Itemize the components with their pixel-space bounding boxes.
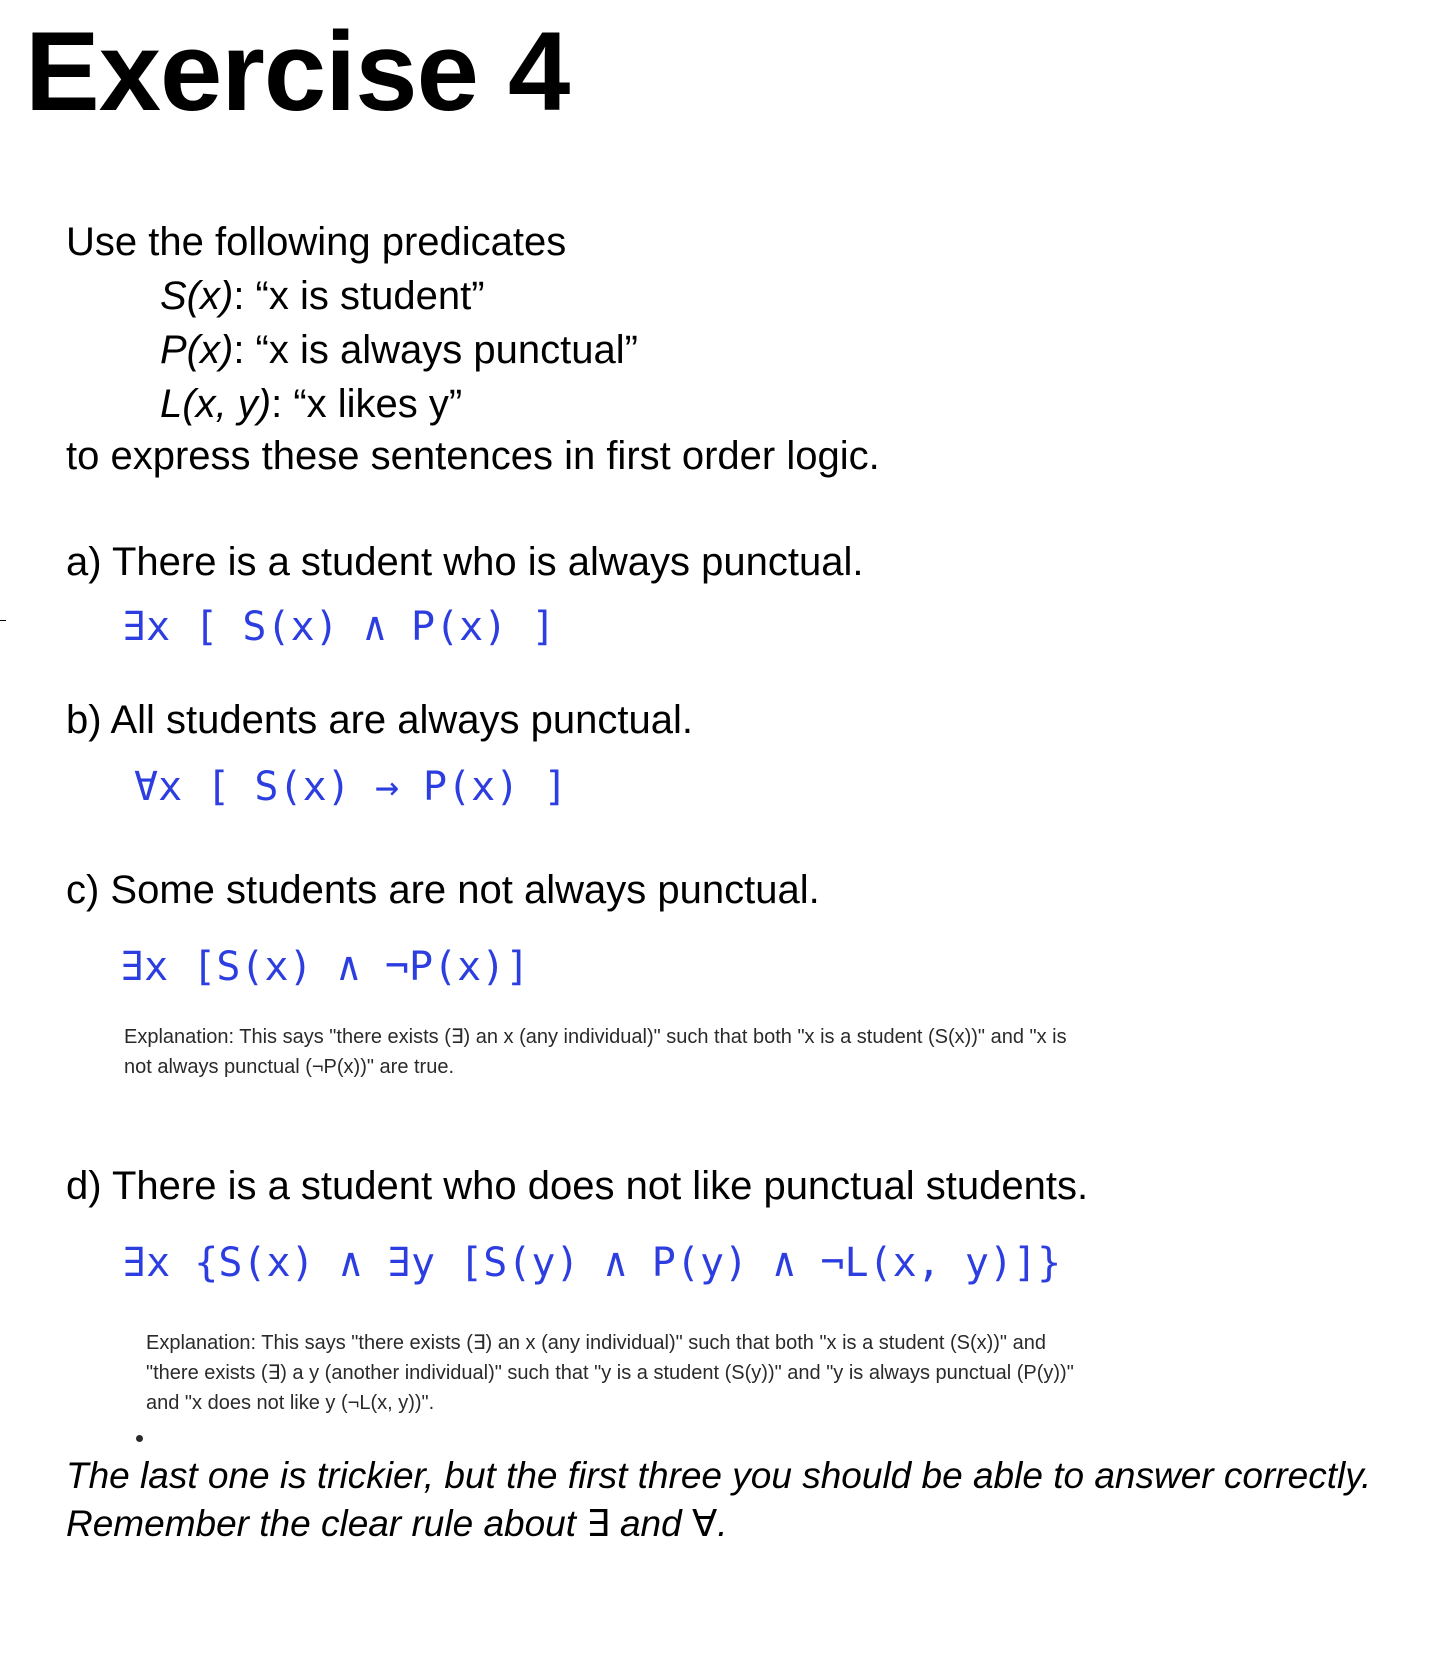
predicate-name: L(x, y) [160, 382, 272, 426]
predicate-l [160, 380, 462, 428]
footer-line-1: The last one is trickier, but the first three you should be able to answer correctly. [66, 1455, 1372, 1496]
instruction-text: to express these sentences in first order logic. [66, 434, 880, 478]
predicate-p [160, 326, 638, 374]
predicate-name: S(x) [160, 274, 234, 318]
intro-text: Use the following predicates [66, 220, 567, 264]
answer-a-handwriting: ∃x [ S(x) ∧ P(x) ] [122, 604, 556, 650]
answer-d-handwriting: ∃x {S(x) ∧ ∃y [S(y) ∧ P(y) ∧ ¬L(x, y)]} [122, 1240, 1062, 1286]
question-b: b) All students are always punctual. [66, 698, 694, 742]
explanation-d: Explanation: This says "there exists (∃) an x (any individual)" such that both "x is a student (S(x))" and "there exists (∃) a y (another individual)" such that "y is a student (S(y))" and "y is always punctual (P(y))" and "x does not like y (¬L(x, y))". [146, 1332, 1074, 1414]
predicate-desc: : “x is student” [233, 274, 485, 318]
answer-c-handwriting: ∃x [S(x) ∧ ¬P(x)] [120, 944, 530, 990]
page-title: Exercise 4 [25, 9, 570, 134]
question-a: a) There is a student who is always punctual. [66, 540, 864, 584]
question-c: c) Some students are not always punctual. [66, 868, 820, 912]
footer-line-2: Remember the clear rule about ∃ and ∀. [66, 1503, 728, 1544]
predicate-desc: : “x likes y” [271, 382, 463, 426]
predicate-name: P(x) [160, 328, 234, 372]
predicate-s [160, 272, 485, 320]
margin-tick [0, 620, 6, 621]
question-d: d) There is a student who does not like punctual students. [66, 1164, 1089, 1208]
answer-b-handwriting: ∀x [ S(x) → P(x) ] [134, 764, 568, 810]
explanation-c: Explanation: This says "there exists (∃) an x (any individual)" such that both "x is a student (S(x))" and "x is not always punctual (¬P(x))" are true. [124, 1026, 1067, 1078]
predicate-desc: : “x is always punctual” [233, 328, 638, 372]
bullet-icon [136, 1435, 143, 1442]
